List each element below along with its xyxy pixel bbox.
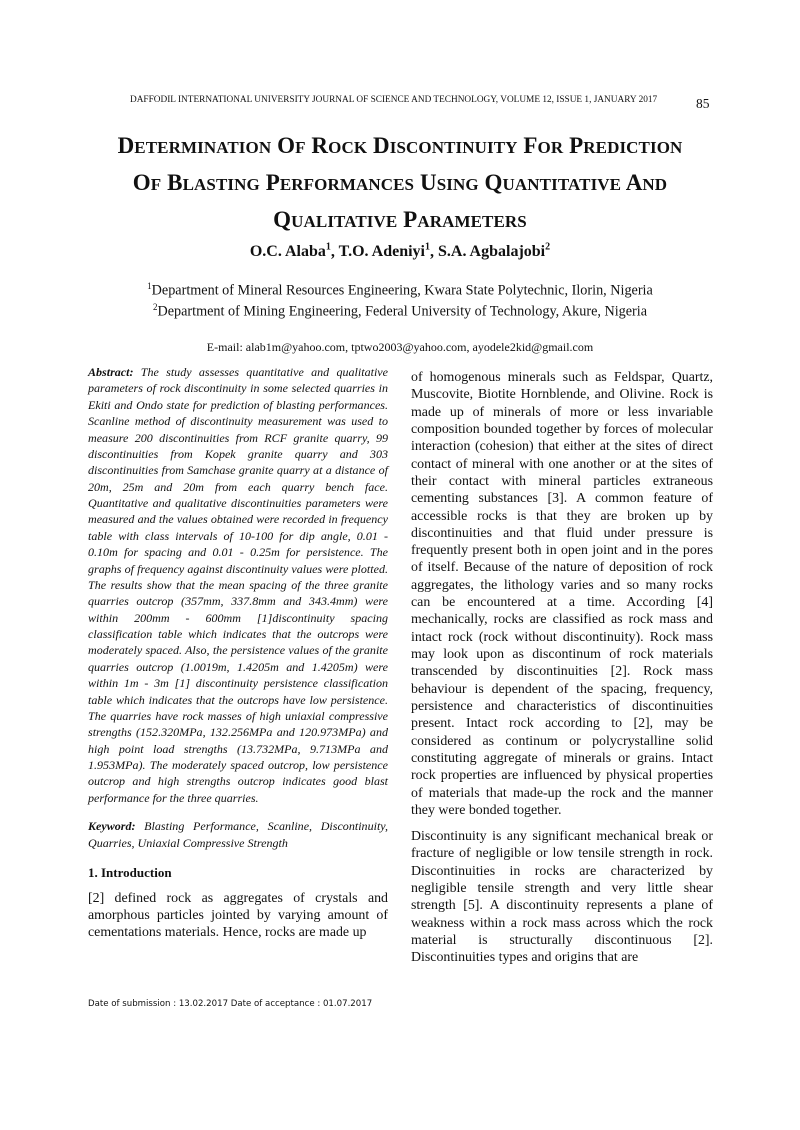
abstract-text: The study assesses quantitative and qualitative parameters of rock discontinuity in some selected quarries in Ekiti and Ondo state for prediction of blasting performances. Scanline method of discontinuity measurement was used to measure 200 discontinuities from RCF granite quarry, 99 discontinuities from Kopek granite quarry and 303 discontinuities from Samchase granite quarry at a distance of 20m, 25m and 20m from each quarry bench face. Quantitative and qualitative discontinuities parameters were measured and the values obtained were recorded in frequency table with class intervals of 10-100 for dip angle, 0.01 - 0.10m for spacing and 0.01 - 0.25m for persistence. The graphs of frequency against discontinuity values were plotted. The results show that the mean spacing of the three granite quarries outcrop (357mm, 337.8mm and 343.4mm) were within 200mm - 600mm [1]discontinuity spacing classification table which indicates that the outcrops were moderately spaced. Also, the persistence values of the granite quarries outcrop (1.0019m, 1.4205m and 1.4205m) were within 1m - 3m [1] discontinuity persistence classification table which indicates that the outcrops have low persistence. The quarries have rock masses of high uniaxial compressive strengths (152.320MPa, 132.256MPa and 120.973MPa) and high point load strengths (13.732MPa, 9.713MPa and 1.953MPa). The moderately spaced outcrop, low persistence outcrop and high strengths outcrop indicates good blast performance for the three quarries.: [88, 365, 388, 805]
author-2: [339, 243, 430, 260]
author-3-sup: 2: [545, 242, 551, 253]
author-2-name: T.O. Adeniyi: [338, 243, 425, 261]
left-column: [88, 364, 388, 942]
affiliation-1-text: Department of Mineral Resources Engineering, Kwara State Polytechnic, Ilorin, Nigeria: [151, 282, 653, 299]
submission-dates: Date of submission : 13.02.2017 Date of acceptance : 01.07.2017: [88, 999, 373, 1009]
keywords: [88, 818, 388, 851]
abstract-label: Abstract:: [88, 365, 134, 379]
running-head: DAFFODIL INTERNATIONAL UNIVERSITY JOURNAL OF SCIENCE AND TECHNOLOGY, VOLUME 12, ISSUE 1, JANUARY 2017: [130, 95, 658, 105]
affiliation-1: [80, 281, 720, 300]
author-2-sup: 1: [424, 242, 430, 253]
title-line-1: DETERMINATION OF ROCK DISCONTINUITY FOR PREDICTION: [117, 133, 683, 158]
email-line: E-mail: alab1m@yahoo.com, tptwo2003@yahoo.com, ayodele2kid@gmail.com: [206, 340, 594, 354]
title-line-3: QUALITATIVE PARAMETERS: [273, 207, 527, 232]
title-line-2: OF BLASTING PERFORMANCES USING QUANTITATIVE AND: [132, 170, 668, 195]
author-1-sup: 1: [325, 242, 331, 253]
affiliation-1-sup: 1: [147, 281, 152, 291]
author-separator: ,: [429, 243, 438, 261]
section-heading: 1. Introduction: [88, 864, 172, 880]
author-1-name: O.C. Alaba: [249, 243, 326, 261]
paper-title: [40, 128, 760, 239]
keywords-text: Blasting Performance, Scanline, Discontinuity, Quarries, Uniaxial Compressive Strength: [88, 819, 388, 850]
page-number: 85: [696, 96, 710, 111]
author-3-name: S.A. Agbalajobi: [437, 243, 546, 261]
abstract: [88, 364, 388, 806]
author-1: [250, 243, 331, 260]
author-3: [438, 243, 550, 260]
affiliation-2-sup: 2: [152, 302, 158, 312]
author-list: [100, 242, 700, 261]
author-separator: ,: [330, 243, 339, 261]
intro-paragraph-left: [2] defined rock as aggregates of crystals and amorphous particles jointed by varying amount of cementations materials. Hence, rocks are made up: [88, 890, 388, 941]
affiliation-2-text: Department of Mining Engineering, Federal University of Technology, Akure, Nigeria: [157, 303, 648, 320]
right-column: [411, 369, 713, 967]
keywords-label: Keyword:: [88, 819, 136, 834]
affiliation-2: [80, 302, 720, 321]
intro-paragraph-right-1: of homogenous minerals such as Feldspar, Quartz, Muscovite, Biotite Hornblende, and Olivine. Rock is made up of minerals of more or less invariable composition bounded together by forces of molecular interaction (cohesion) that either at the sites of direct contact of mineral with one another or at the sites of their contact with mineral particles extraneous cementing substances [3]. A common feature of accessible rocks is that they are broken up by discontinuities and that fluid under pressure is frequently present both in open joint and in the pores of itself. Because of the nature of deposition of rock aggregates, the lithology varies and so many rocks can be encountered at a time. According [4] mechanically, rocks are classified as rock mass and intact rock (rock without discontinuity). Rock mass may look upon as discontinum of rock materials transcended by discontinuities [2]. Rock mass behaviour is dependent of the spacing, frequency, persistence and characteristics of discontinuities present. Intact rock according to [2], may be considered as continum or polycrystalline solid constituting aggregate of minerals or grains. Intact rock properties are influenced by physical properties of materials that made-up the rock and the manner they were bonded together.: [411, 370, 713, 818]
intro-paragraph-right-2: Discontinuity is any significant mechanical break or fracture of negligible or low tensile strength in rock. Discontinuities in rocks are characterized by negligible tensile strength and very little shear strength [5]. A discontinuity represents a plane of weakness within a rock mass across which the rock material is structurally discontinuous [2]. Discontinuities types and origins that are: [411, 829, 713, 966]
